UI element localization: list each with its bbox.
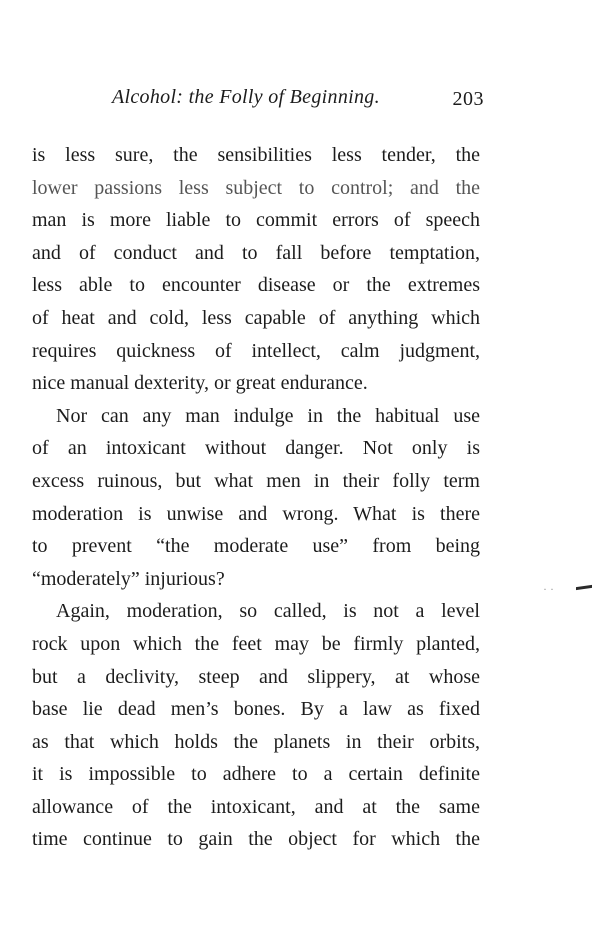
running-title: Alcohol: the Folly of Beginning. <box>112 86 380 108</box>
page-number: 203 <box>452 88 484 110</box>
text-line: rock upon which the feet may be firmly planted, <box>32 632 480 655</box>
text-line: but a declivity, steep and slippery, at whose <box>32 665 480 688</box>
text-line: as that which holds the planets in their orbits, <box>32 730 480 753</box>
text-line: it is impossible to adhere to a certain definite <box>32 763 480 786</box>
text-line: moderation is unwise and wrong. What is there <box>32 502 480 525</box>
text-line: of an intoxicant without danger. Not only is <box>32 437 480 460</box>
text-line: excess ruinous, but what men in their folly term <box>32 469 480 492</box>
text-line: allowance of the intoxicant, and at the same <box>32 795 480 818</box>
text-line: of heat and cold, less capable of anything which <box>32 306 480 329</box>
text-line: is less sure, the sensibilities less tender, the <box>32 144 480 166</box>
text-line: Nor can any man indulge in the habitual use <box>56 404 480 427</box>
text-line: Again, moderation, so called, is not a level <box>56 600 480 623</box>
text-line: lower passions less subject to control; and the <box>32 176 480 199</box>
text-line: and of conduct and to fall before temptation, <box>32 241 480 264</box>
text-line: base lie dead men’s bones. By a law as fixed <box>32 698 480 721</box>
text-line: requires quickness of intellect, calm judgment, <box>32 339 480 362</box>
margin-dots: · · <box>543 582 554 596</box>
text-line: “moderately” injurious? <box>32 567 225 590</box>
text-line: to prevent “the moderate use” from being <box>32 535 480 558</box>
running-head <box>112 86 484 116</box>
text-line: nice manual dexterity, or great endurance. <box>32 372 368 395</box>
margin-mark <box>576 585 592 590</box>
body-text <box>32 139 480 856</box>
text-line: time continue to gain the object for which the <box>32 828 480 851</box>
text-line: man is more liable to commit errors of speech <box>32 209 480 232</box>
text-line: less able to encounter disease or the extremes <box>32 274 480 297</box>
